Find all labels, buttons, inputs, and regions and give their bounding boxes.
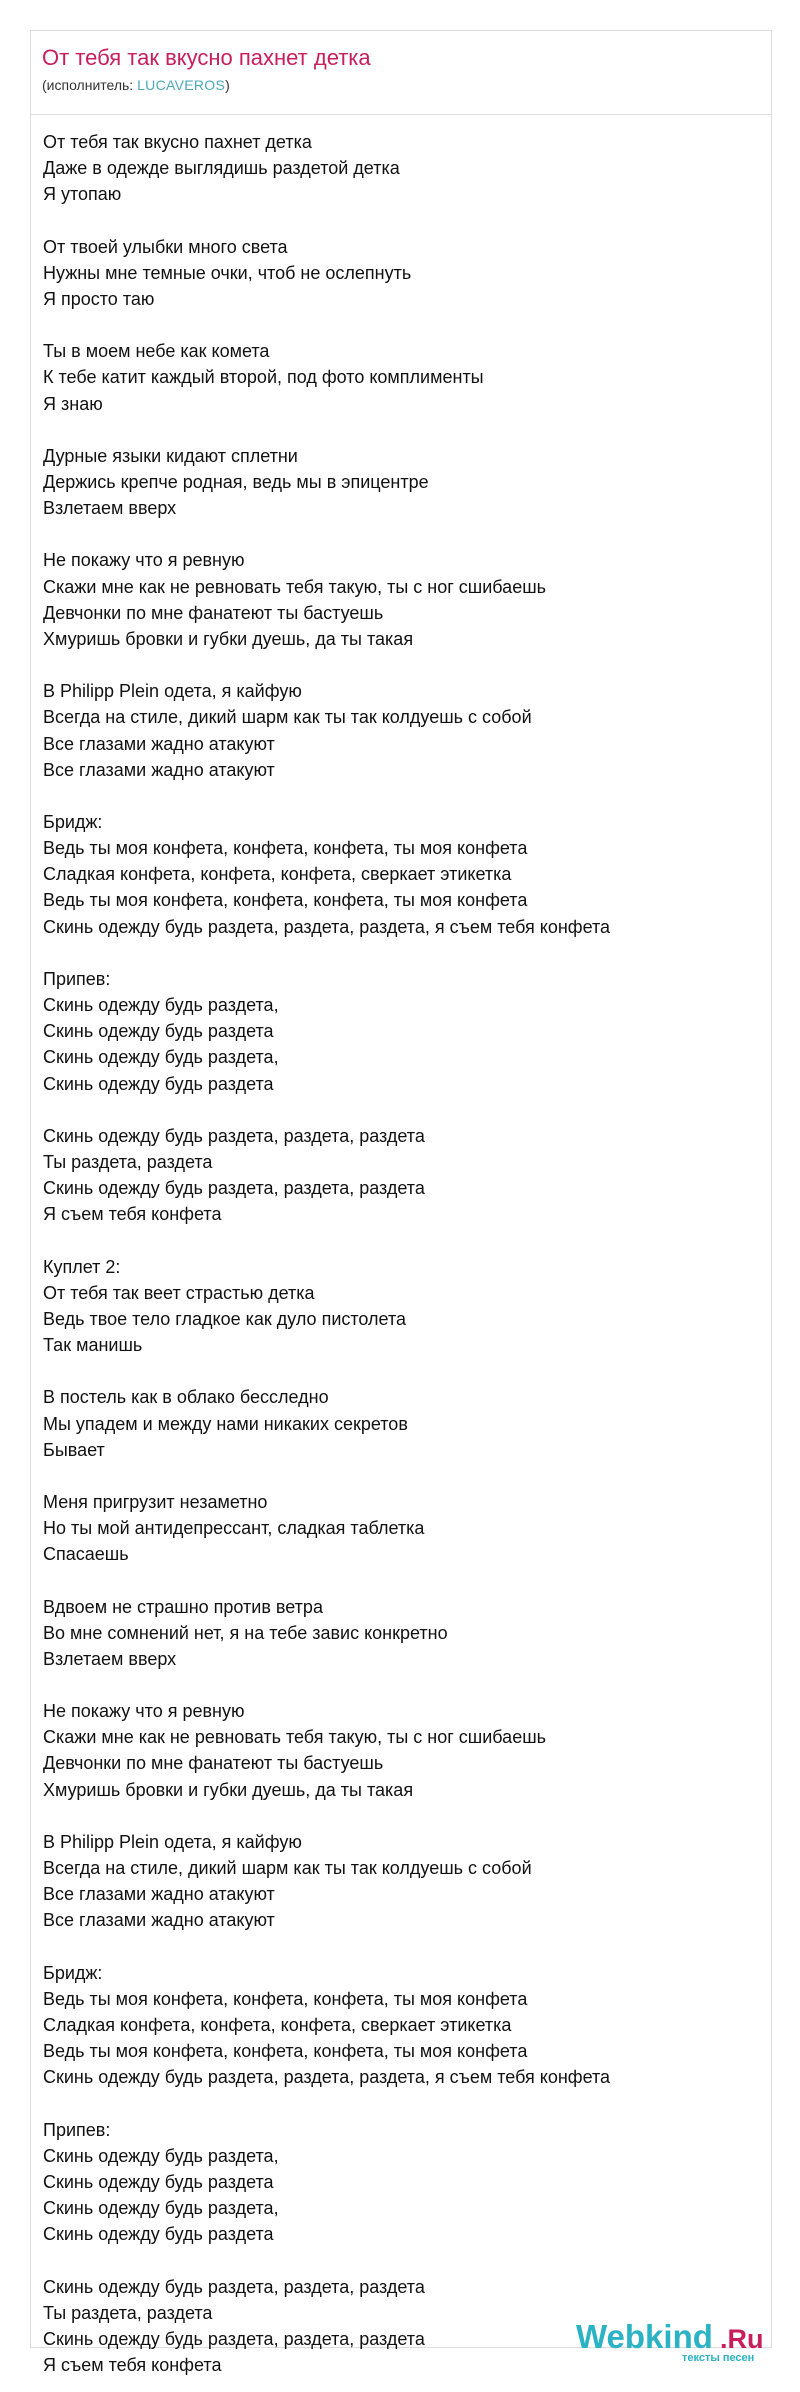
- lyrics-line: Скинь одежду будь раздета: [43, 2224, 274, 2245]
- performer-link[interactable]: LUCAVEROS: [137, 77, 226, 93]
- lyrics-stanza: [43, 1829, 759, 1934]
- lyrics-line: Скинь одежду будь раздета: [43, 1073, 274, 1094]
- lyrics-line: Скинь одежду будь раздета,: [43, 2145, 279, 2166]
- lyrics-line: Все глазами жадно атакуют: [43, 733, 275, 754]
- logo-tagline: тексты песен: [682, 2352, 755, 2364]
- lyrics-line: Скинь одежду будь раздета,: [43, 995, 279, 1016]
- lyrics-line: Во мне сомнений нет, я на тебе завис конкретно: [43, 1622, 448, 1643]
- lyrics-line: Всегда на стиле, дикий шарм как ты так колдуешь с собой: [43, 1858, 532, 1879]
- lyrics-line: Ведь ты моя конфета, конфета, конфета, ты моя конфета: [43, 2041, 528, 2062]
- lyrics-line: Скинь одежду будь раздета,: [43, 2198, 279, 2219]
- lyrics-line: К тебе катит каждый второй, под фото комплименты: [43, 367, 484, 388]
- lyrics-line: Скажи мне как не ревновать тебя такую, ты с ног сшибаешь: [43, 1727, 547, 1748]
- lyrics-stanza: [43, 1489, 759, 1567]
- lyrics-line: Ведь ты моя конфета, конфета, конфета, ты моя конфета: [43, 890, 528, 911]
- lyrics-body: [31, 115, 771, 2378]
- lyrics-line: Скинь одежду будь раздета, раздета, раздета: [43, 2328, 425, 2349]
- lyrics-line: Скажи мне как не ревновать тебя такую, ты с ног сшибаешь: [43, 576, 547, 597]
- lyrics-line: Мы упадем и между нами никаких секретов: [43, 1413, 408, 1434]
- lyrics-line: Так манишь: [43, 1335, 143, 1356]
- lyrics-stanza: [43, 809, 759, 940]
- lyrics-line: Нужны мне темные очки, чтоб не ослепнуть: [43, 262, 412, 283]
- lyrics-line: Сладкая конфета, конфета, конфета, сверкает этикетка: [43, 864, 512, 885]
- lyrics-line: Сладкая конфета, конфета, конфета, сверкает этикетка: [43, 2015, 512, 2036]
- lyrics-line: Бывает: [43, 1439, 105, 1460]
- lyrics-line: Спасаешь: [43, 1544, 129, 1565]
- lyrics-line: В Philipp Plein одета, я кайфую: [43, 1831, 302, 1852]
- lyrics-line: Хмуришь бровки и губки дуешь, да ты такая: [43, 628, 414, 649]
- lyrics-line: Скинь одежду будь раздета: [43, 2171, 274, 2192]
- lyrics-line: Куплет 2:: [43, 1256, 121, 1277]
- lyrics-line: Все глазами жадно атакуют: [43, 1910, 275, 1931]
- lyrics-line: Ведь ты моя конфета, конфета, конфета, ты моя конфета: [43, 838, 528, 859]
- lyrics-line: Хмуришь бровки и губки дуешь, да ты такая: [43, 1779, 414, 1800]
- lyrics-line: В постель как в облако бесследно: [43, 1387, 329, 1408]
- performer-prefix: (исполнитель:: [42, 77, 138, 93]
- lyrics-stanza: [43, 129, 759, 207]
- lyrics-line: Взлетаем вверх: [43, 498, 177, 519]
- lyrics-line: Девчонки по мне фанатеют ты бастуешь: [43, 1753, 384, 1774]
- lyrics-line: Скинь одежду будь раздета, раздета, раздета: [43, 1178, 425, 1199]
- lyrics-line: Не покажу что я ревную: [43, 1701, 245, 1722]
- lyrics-line: Дурные языки кидают сплетни: [43, 445, 298, 466]
- lyrics-line: Девчонки по мне фанатеют ты бастуешь: [43, 602, 384, 623]
- song-header: [31, 31, 771, 115]
- lyrics-line: Даже в одежде выглядишь раздетой детка: [43, 158, 400, 179]
- lyrics-line: Ведь ты моя конфета, конфета, конфета, ты моя конфета: [43, 1988, 528, 2009]
- lyrics-line: Скинь одежду будь раздета: [43, 1021, 274, 1042]
- lyrics-line: Я знаю: [43, 393, 103, 414]
- lyrics-line: Вдвоем не страшно против ветра: [43, 1596, 323, 1617]
- lyrics-line: Ты в моем небе как комета: [43, 341, 270, 362]
- lyrics-line: Держись крепче родная, ведь мы в эпицентре: [43, 471, 429, 492]
- lyrics-stanza: [43, 1594, 759, 1672]
- lyrics-line: Скинь одежду будь раздета,: [43, 1047, 279, 1068]
- lyrics-line: Скинь одежду будь раздета, раздета, раздета, я съем тебя конфета: [43, 916, 611, 937]
- lyrics-line: Припев:: [43, 2119, 111, 2140]
- lyrics-line: Скинь одежду будь раздета, раздета, раздета, я съем тебя конфета: [43, 2067, 611, 2088]
- lyrics-line: Ты раздета, раздета: [43, 1151, 213, 1172]
- lyrics-stanza: [43, 234, 759, 312]
- lyrics-stanza: [43, 1960, 759, 2091]
- lyrics-stanza: [43, 1254, 759, 1359]
- lyrics-stanza: [43, 1123, 759, 1228]
- lyrics-line: Я утопаю: [43, 184, 122, 205]
- lyrics-line: Ты раздета, раздета: [43, 2302, 213, 2323]
- webkind-logo[interactable]: [574, 2314, 774, 2366]
- lyrics-line: Взлетаем вверх: [43, 1648, 177, 1669]
- lyrics-line: От тебя так вкусно пахнет детка: [43, 132, 312, 152]
- lyrics-line: Всегда на стиле, дикий шарм как ты так колдуешь с собой: [43, 707, 532, 728]
- lyrics-line: Я съем тебя конфета: [43, 2355, 222, 2376]
- logo-tld: .Ru: [720, 2324, 764, 2354]
- lyrics-line: Меня пригрузит незаметно: [43, 1491, 268, 1512]
- lyrics-line: Не покажу что я ревную: [43, 550, 245, 571]
- lyrics-line: Скинь одежду будь раздета, раздета, раздета: [43, 1125, 425, 1146]
- lyrics-stanza: [43, 966, 759, 1097]
- lyrics-line: Припев:: [43, 968, 111, 989]
- lyrics-line: Все глазами жадно атакуют: [43, 759, 275, 780]
- performer-line: [42, 76, 760, 94]
- lyrics-stanza: [43, 2117, 759, 2248]
- lyrics-line: В Philipp Plein одета, я кайфую: [43, 681, 302, 702]
- lyrics-line: Ведь твое тело гладкое как дуло пистолета: [43, 1308, 406, 1329]
- lyrics-line: Скинь одежду будь раздета, раздета, раздета: [43, 2276, 425, 2297]
- lyrics-stanza: [43, 443, 759, 521]
- lyrics-line: Все глазами жадно атакуют: [43, 1884, 275, 1905]
- lyrics-line: Но ты мой антидепрессант, сладкая таблетка: [43, 1518, 425, 1539]
- lyrics-line: Бридж:: [43, 811, 103, 832]
- lyrics-stanza: [43, 338, 759, 416]
- lyrics-stanza: [43, 547, 759, 652]
- lyrics-stanza: [43, 1384, 759, 1462]
- lyrics-line: Я просто таю: [43, 288, 155, 309]
- lyrics-line: Бридж:: [43, 1962, 103, 1983]
- lyrics-line: От тебя так веет страстью детка: [43, 1282, 315, 1303]
- performer-suffix: ): [225, 77, 230, 93]
- lyrics-line: Я съем тебя конфета: [43, 1204, 222, 1225]
- song-title: От тебя так вкусно пахнет детка: [42, 45, 371, 70]
- lyrics-line: От твоей улыбки много света: [43, 236, 288, 257]
- lyrics-stanza: [43, 1698, 759, 1803]
- lyrics-stanza: [43, 678, 759, 783]
- logo-brand: Webkind: [576, 2318, 713, 2355]
